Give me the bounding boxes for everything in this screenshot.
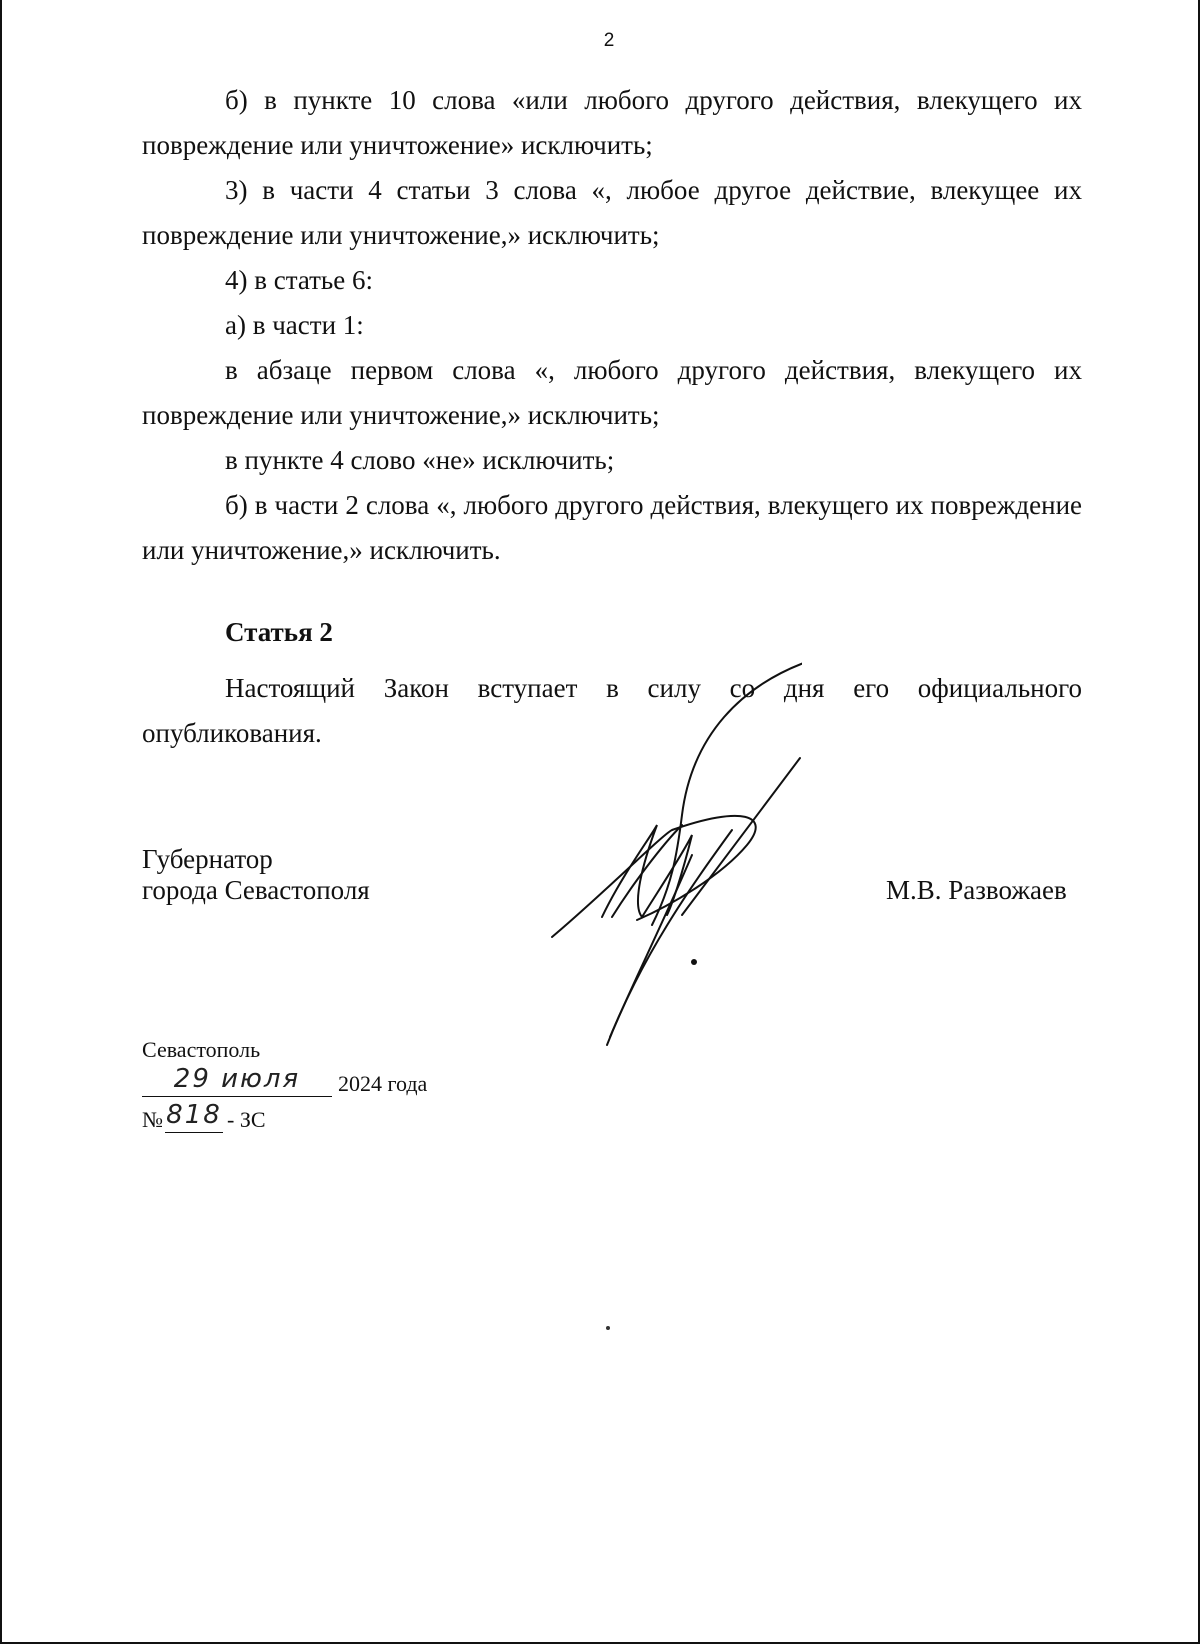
signatory-title-line2: города Севастополя <box>142 875 370 905</box>
date-line <box>142 1064 427 1097</box>
amendment-paragraph: в абзаце первом слова «, любого другого действия, влекущего их повреждение или уничтожение,» исключить; <box>142 355 1082 430</box>
place-of-signing: Севастополь <box>142 1037 261 1062</box>
page-number: 2 <box>603 30 615 51</box>
signatory-name: М.В. Развожаев <box>886 875 1067 905</box>
amendment-paragraph: 3) в части 4 статьи 3 слова «, любое другое действие, влекущее их повреждение или уничтожение,» исключить; <box>142 175 1082 250</box>
scan-speck <box>606 1326 610 1330</box>
amendment-paragraph: б) в пункте 10 слова «или любого другого действия, влекущего их повреждение или уничтожение» исключить; <box>142 85 1082 160</box>
law-number-line <box>142 1100 266 1133</box>
article-heading: Статья 2 <box>225 617 333 647</box>
article-text: Настоящий Закон вступает в силу со дня его официального опубликования. <box>142 673 1082 748</box>
handwritten-signature <box>542 655 802 1055</box>
number-sign: № <box>142 1107 163 1132</box>
amendment-paragraph: в пункте 4 слово «не» исключить; <box>225 445 615 475</box>
amendments-block <box>142 78 1082 573</box>
year-text: 2024 года <box>338 1071 428 1096</box>
amendment-paragraph: б) в части 2 слова «, любого другого действия, влекущего их повреждение или уничтожение,» исключить. <box>142 490 1082 565</box>
number-suffix: - ЗС <box>227 1107 266 1132</box>
amendment-paragraph: 4) в статье 6: <box>225 265 373 295</box>
signatory-title <box>142 844 370 906</box>
handwritten-number: 818 <box>165 1100 223 1133</box>
amendment-paragraph: а) в части 1: <box>225 310 364 340</box>
handwritten-date: 29 июля <box>142 1064 332 1097</box>
signatory-title-line1: Губернатор <box>142 844 273 874</box>
